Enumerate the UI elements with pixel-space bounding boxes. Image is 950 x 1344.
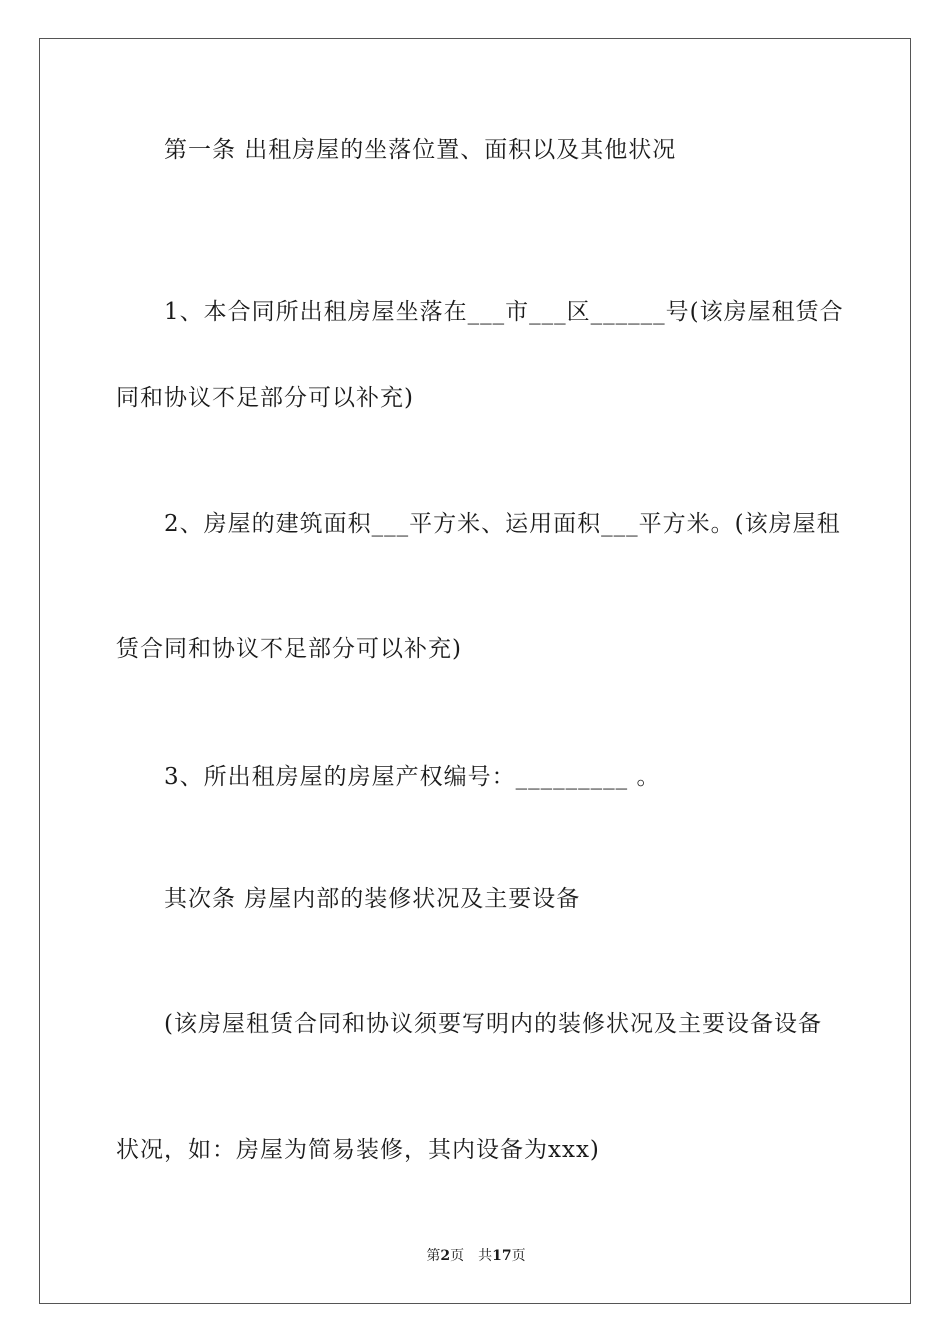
footer-page-current: 2 xyxy=(440,1248,451,1264)
page-footer xyxy=(40,1247,912,1265)
clause-3-line: 3、所出租房屋的房屋产权编号：_________ 。 xyxy=(164,764,661,790)
footer-page-total: 17 xyxy=(492,1248,512,1264)
clause-1-line-1: 1、本合同所出租房屋坐落在___市___区______号(该房屋租赁合 xyxy=(164,299,844,325)
article-2-note-line-1: (该房屋租赁合同和协议须要写明内的装修状况及主要设备设备 xyxy=(164,1011,822,1037)
clause-2-line-1: 2、房屋的建筑面积___平方米、运用面积___平方米。(该房屋租 xyxy=(164,511,841,537)
article-1-heading: 第一条 出租房屋的坐落位置、面积以及其他状况 xyxy=(164,137,677,163)
clause-1-line-2: 同和协议不足部分可以补充) xyxy=(116,385,414,411)
footer-page-prefix: 第 xyxy=(426,1248,441,1264)
article-2-note-line-2: 状况，如：房屋为简易装修，其内设备为xxx) xyxy=(116,1137,600,1163)
footer-page-mid: 页 共 xyxy=(450,1248,493,1264)
clause-2-line-2: 赁合同和协议不足部分可以补充) xyxy=(116,636,462,662)
footer-page-suffix: 页 xyxy=(511,1248,526,1264)
article-2-heading: 其次条 房屋内部的装修状况及主要设备 xyxy=(164,886,581,912)
page-frame xyxy=(39,38,911,1304)
